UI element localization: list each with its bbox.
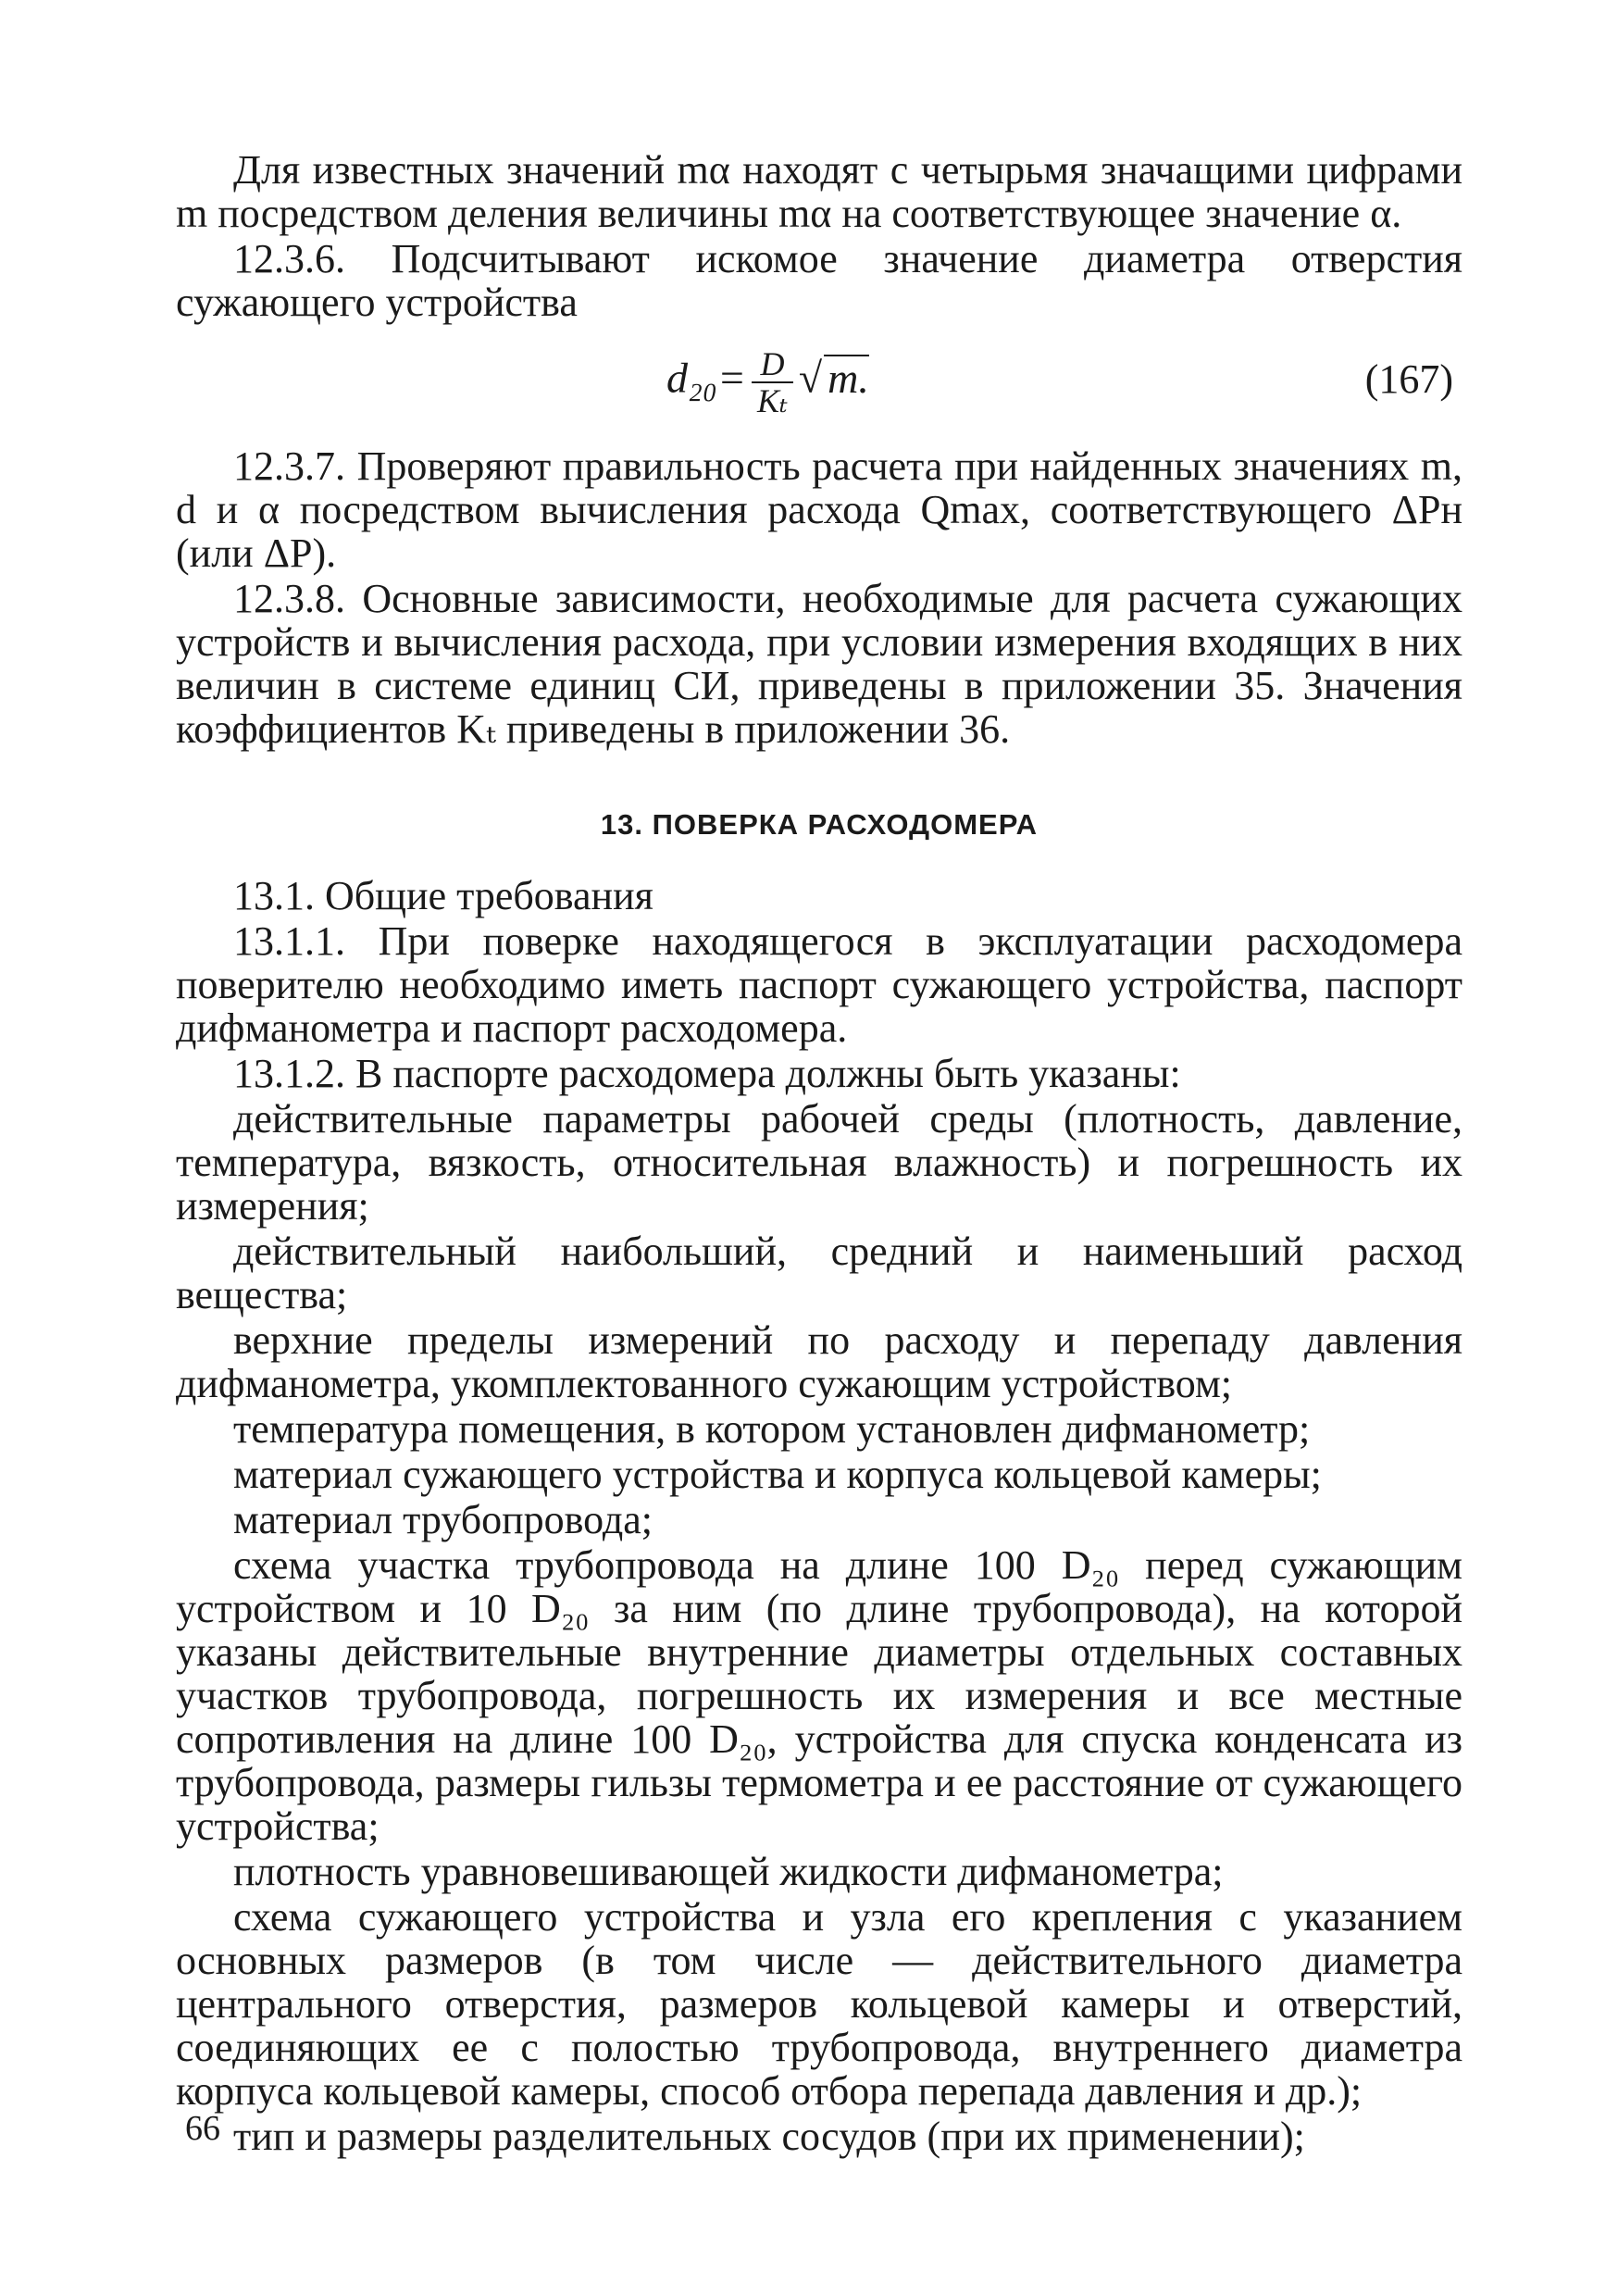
paragraph-13-1-1: 13.1.1. При поверке находящегося в эксплуатации расходомера поверителю необходимо иметь паспорт сужающего устройства, паспорт дифманометра и паспорт расходомера. <box>176 918 1462 1051</box>
formula-numerator: D <box>752 346 793 383</box>
list-item-flow-rates: действительный наибольший, средний и наименьший расход вещества; <box>176 1229 1462 1317</box>
list-item-fluid-density: плотность уравновешивающей жидкости дифманометра; <box>233 1849 1224 1894</box>
formula-radicand: m. <box>824 355 869 400</box>
formula-radical-sign: √ <box>798 354 823 402</box>
paragraph-12-3-6: 12.3.6. Подсчитывают искомое значение диаметра отверстия сужающего устройства <box>176 236 1462 325</box>
formula-lhs: d₂₀= <box>666 354 747 402</box>
paragraph-12-3-8: 12.3.8. Основные зависимости, необходимые для расчета сужающих устройств и вычисления расхода, при условии измерения входящих в них величин в системе единиц СИ, приведены в приложении 35. Значения коэффициентов Kₜ приведены в приложении 36. <box>176 576 1462 752</box>
formula-denominator: Kₜ <box>757 382 788 419</box>
paragraph-alpha-values: Для известных значений mα находят с четырьмя значащими цифрами m посредством деления величины mα на соответствующее значение α. <box>176 147 1462 236</box>
list-item-separation-vessels: тип и размеры разделительных сосудов (при их применении); <box>233 2114 1305 2159</box>
formula-number: (167) <box>1364 356 1453 402</box>
page-number: 66 <box>185 2109 220 2148</box>
paragraph-13-1: 13.1. Общие требования <box>233 873 653 918</box>
list-item-device-material: материал сужающего устройства и корпуса кольцевой камеры; <box>233 1452 1322 1497</box>
formula-expression <box>666 346 869 418</box>
section-title: 13. ПОВЕРКА РАСХОДОМЕРА <box>600 808 1039 841</box>
formula-167 <box>176 330 1462 441</box>
list-item-pipeline-scheme: схема участка трубопровода на длине 100 D₂₀ перед сужающим устройством и 10 D₂₀ за ним (по длине трубопровода), на которой указаны действительные внутренние диаметры отдельных составных участков трубопровода, погрешность их измерения и все местные сопротивления на длине 100 D₂₀, устройства для спуска конденсата из трубопровода, размеры гильзы термометра и ее расстояние от сужающего устройства; <box>176 1542 1462 1849</box>
list-item-device-scheme: схема сужающего устройства и узла его крепления с указанием основных размеров (в том числе — действительного диаметра центрального отверстия, размеров кольцевой камеры и отверстий, соединяющих ее с полостью трубопровода, внутреннего диаметра корпуса кольцевой камеры, способ отбора перепада давления и др.); <box>176 1894 1462 2114</box>
formula-fraction <box>752 346 793 418</box>
list-item-medium-parameters: действительные параметры рабочей среды (плотность, давление, температура, вязкость, относительная влажность) и погрешность их измерения; <box>176 1096 1462 1229</box>
list-item-pipe-material: материал трубопровода; <box>233 1497 653 1542</box>
paragraph-13-1-2: 13.1.2. В паспорте расходомера должны быть указаны: <box>233 1051 1181 1096</box>
list-item-measurement-limits: верхние пределы измерений по расходу и перепаду давления дифманометра, укомплектованного сужающим устройством; <box>176 1317 1462 1406</box>
page-body <box>176 148 1462 2158</box>
list-item-room-temperature: температура помещения, в котором установлен дифманометр; <box>233 1406 1311 1452</box>
paragraph-12-3-7: 12.3.7. Проверяют правильность расчета при найденных значениях m, d и α посредством вычисления расхода Qmax, соответствующего ΔPн (или ΔP). <box>176 443 1462 576</box>
